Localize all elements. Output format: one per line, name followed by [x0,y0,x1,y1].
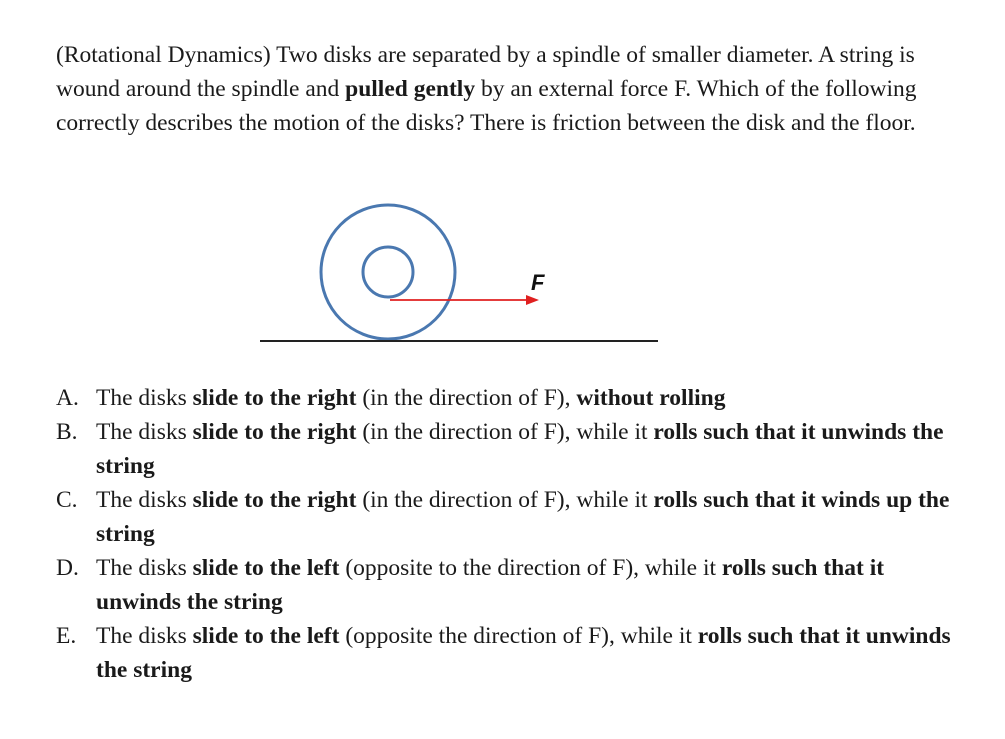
option-text-part: slide to the left [192,623,340,649]
option-text [96,381,966,415]
option-text-part: slide to the right [192,385,357,411]
answer-options [56,381,966,687]
option-text-part: The disks [96,623,193,649]
option-text [96,551,966,619]
option-text [96,415,966,483]
option-text-part: without rolling [576,385,726,411]
question-text [56,38,966,140]
option-e [56,619,966,687]
option-text-part: (opposite the direction of F), while it [339,623,698,649]
option-text-part: rolls such that it unwinds the string [96,623,951,683]
option-text [96,619,966,687]
force-label: F [531,270,545,295]
question-part-2: by an external force F. Which of the following correctly describes the motion of the disks? There is friction between the disk and the floor. [56,76,917,136]
option-text-part: (opposite to the direction of F), while it [339,555,722,581]
spindle [363,247,413,297]
question-part-1: pulled gently [345,76,476,102]
option-text-part: slide to the right [192,487,357,513]
option-text [96,483,966,551]
option-letter: E. [56,623,77,649]
option-letter: C. [56,487,78,513]
option-text-part: (in the direction of F), [356,385,577,411]
option-letter: D. [56,555,79,581]
option-text-part: rolls such that it unwinds the string [96,555,885,615]
disk-diagram [255,200,665,350]
outer-disk [321,205,455,339]
option-text-part: slide to the left [192,555,340,581]
option-text-part: The disks [96,385,193,411]
option-text-part: (in the direction of F), while it [356,487,654,513]
option-d [56,551,966,619]
option-letter: B. [56,419,78,445]
option-letter: A. [56,385,79,411]
option-text-part: The disks [96,555,193,581]
option-text-part: (in the direction of F), while it [356,419,654,445]
option-text-part: rolls such that it winds up the string [96,487,950,547]
option-text-part: slide to the right [192,419,357,445]
option-a [56,381,966,415]
option-b [56,415,966,483]
option-text-part: The disks [96,419,193,445]
option-text-part: The disks [96,487,193,513]
option-c [56,483,966,551]
option-text-part: rolls such that it unwinds the string [96,419,944,479]
force-arrow-head [526,295,539,305]
question-part-0: (Rotational Dynamics) Two disks are separated by a spindle of smaller diameter. A string is wound around the spindle and [56,42,915,102]
